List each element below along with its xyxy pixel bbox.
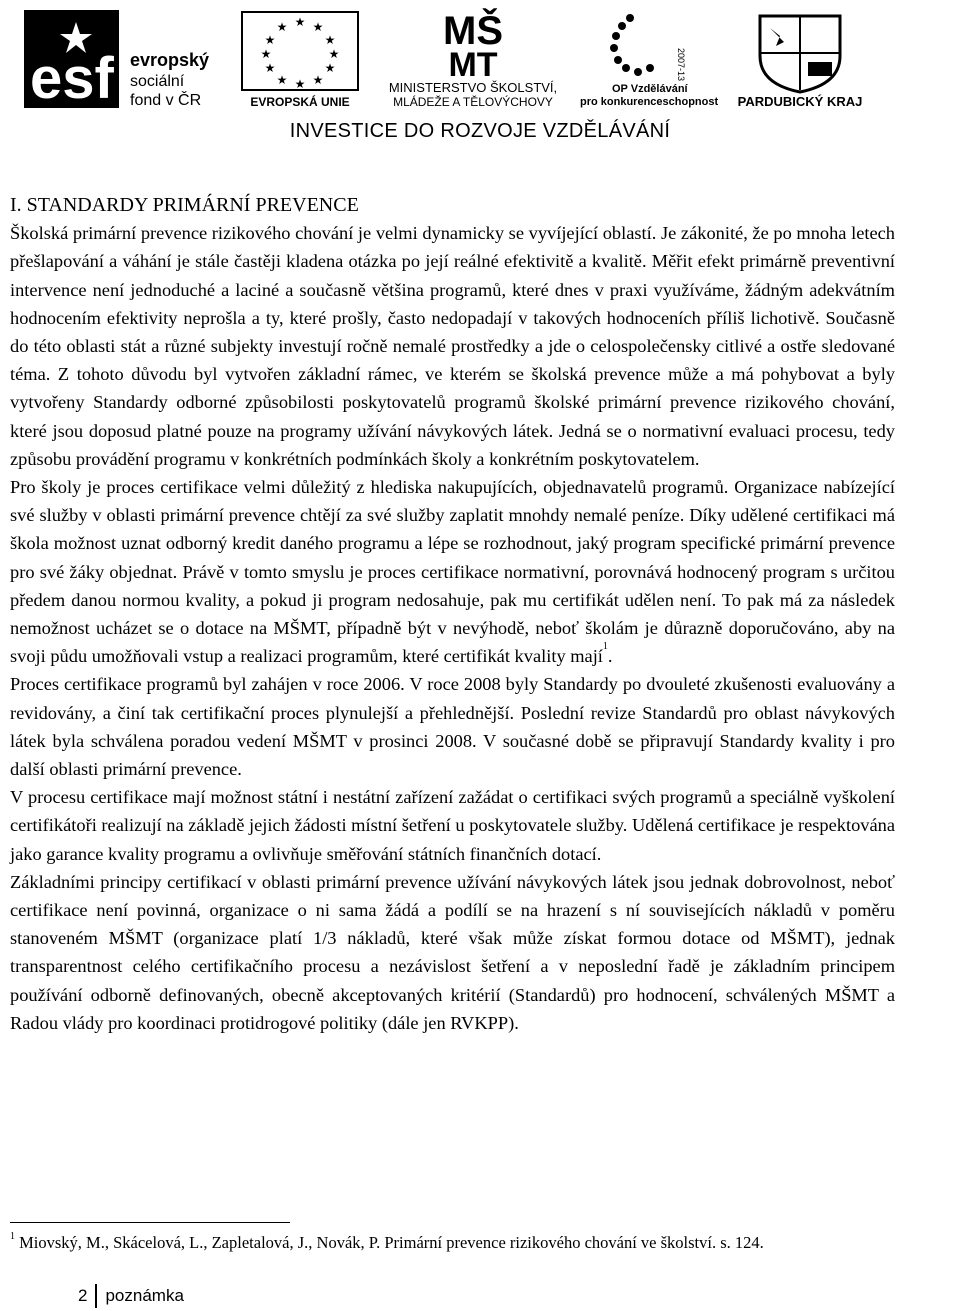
svg-text:evropský: evropský <box>130 50 210 70</box>
svg-text:pro konkurenceschopnost: pro konkurenceschopnost <box>580 96 718 108</box>
paragraph-2-text: Pro školy je proces certifikace velmi důležitý z hlediska nakupujících, objednavatelů programů. Organizace nabízející své služby v oblasti primární prevence chtějí za své služby zaplatit mnohdy nemalé peníze. Díky udělené certifikaci má škola možnost uznat odborný kredit daného programu a lépe se rozhodnout, jaký program specifické primární prevence pro své žáky objednat. Právě v tomto smyslu je proces certifikace normativní, porovnává hodnocený program s určitou předem danou normou kvality, a pokud ji program nedosahuje, pak mu certifikát udělen není. To pak má za následek nemožnost ucházet se o dotace na MŠMT, případně být v nevýhodě, neboť školám je důrazně doporučováno, aby na svoji půdu umožňovali vstup a realizaci programům, které certifikát kvality mají <box>10 477 895 667</box>
svg-text:★: ★ <box>294 77 306 91</box>
svg-text:OP Vzdělávání: OP Vzdělávání <box>612 83 688 95</box>
footnote <box>10 1232 890 1254</box>
svg-text:MT: MT <box>448 46 498 84</box>
svg-text:★: ★ <box>312 20 324 34</box>
svg-text:★: ★ <box>312 73 324 87</box>
svg-text:sociální: sociální <box>130 73 185 90</box>
svg-text:★: ★ <box>260 47 272 61</box>
svg-text:fond v ČR: fond v ČR <box>130 92 202 109</box>
svg-text:★: ★ <box>264 33 276 47</box>
svg-text:EVROPSKÁ UNIE: EVROPSKÁ UNIE <box>250 95 350 109</box>
svg-text:★: ★ <box>324 33 336 47</box>
footnote-separator <box>10 1222 290 1223</box>
svg-text:MLÁDEŽE A TĚLOVÝCHOVY: MLÁDEŽE A TĚLOVÝCHOVY <box>393 95 553 109</box>
svg-text:MINISTERSTVO ŠKOLSTVÍ,: MINISTERSTVO ŠKOLSTVÍ, <box>388 80 558 95</box>
svg-text:★: ★ <box>264 61 276 75</box>
svg-text:MŠ: MŠ <box>443 9 503 53</box>
footnote-text: Miovský, M., Skácelová, L., Zapletalová, J., Novák, P. Primární prevence rizikového chování ve školství. s. 124. <box>19 1233 764 1252</box>
footer-divider <box>95 1284 97 1308</box>
program-slogan: INVESTICE DO ROZVOJE VZDĚLÁVÁNÍ <box>289 120 671 142</box>
svg-text:2007-13: 2007-13 <box>676 48 686 82</box>
footnote-reference[interactable]: 1 <box>602 641 608 653</box>
svg-text:PARDUBICKÝ KRAJ: PARDUBICKÝ KRAJ <box>737 94 863 108</box>
svg-text:★: ★ <box>328 47 340 61</box>
svg-text:★: ★ <box>294 15 306 29</box>
footer-label: poznámka <box>105 1286 184 1305</box>
svg-text:★: ★ <box>276 20 288 34</box>
svg-text:esf: esf <box>30 46 114 110</box>
eu-logo <box>240 10 360 110</box>
svg-text:★: ★ <box>324 61 336 75</box>
pardubice-logo <box>720 8 880 108</box>
logo-bar <box>0 0 960 150</box>
section-heading: I. STANDARDY PRIMÁRNÍ PREVENCE <box>10 194 359 216</box>
paragraph-2-tail: . <box>607 646 613 667</box>
paragraph-2 <box>10 473 895 670</box>
paragraph-1: Školská primární prevence rizikového chování je velmi dynamicky se vyvíjející oblastí. Je zákonité, že po mnoha letech přešlapování a váhání je stále častěji kladena otázka po její reálné efektivitě a kvalitě. Měřit efekt primárně preventivní intervence není jednoduché a laciné a současně většina programů, které dnes v praxi využíváme, žádným adekvátním hodnocením efektivity neprošla a ty, které prošly, často nedopadají v takových hodnoceních příliš lichotivě. Současně do této oblasti stát a různé subjekty investují ročně nemalé prostředky a jde o celospolečensky citlivé a ostře sledované téma. Z tohoto důvodu byl vytvořen základní rámec, ve kterém se školská prevence může a má pohybovat a byly vytvořeny Standardy odborné způsobilosti poskytovatelů programů školské primární prevence rizikového chování, které jsou doposud platné pouze na programy užívání návykových látek. Jedná se o normativní evaluaci procesu, tedy způsobu provádění programu v konkrétních podmínkách školy a konkrétním poskytovatelem. <box>10 223 895 469</box>
op-logo <box>578 8 718 108</box>
esf-logo <box>24 10 239 110</box>
paragraph-3: Proces certifikace programů byl zahájen v roce 2006. V roce 2008 byly Standardy po dvouleté zkušenosti evaluovány a revidovány, a činí tak certifikační proces plynulejší a přehlednější. Poslední revize Standardů pro oblast návykových látek byla schválena poradou vedení MŠMT v prosinci 2008. V současné době se připravují Standardy kvality i pro další oblasti primární prevence. <box>10 674 895 780</box>
page-number: 2 <box>78 1286 88 1305</box>
document-body <box>10 191 895 1037</box>
svg-text:★: ★ <box>276 73 288 87</box>
paragraph-4: V procesu certifikace mají možnost státní i nestátní zařízení zažádat o certifikaci svých programů a speciálně vyškolení certifikátoři realizují na základě jejich žádosti místní šetření u poskytovatele služby. Udělená certifikace je respektována jako garance kvality programu a ovlivňuje směřování státních finančních dotací. <box>10 787 895 864</box>
page-footer <box>78 1284 184 1308</box>
paragraph-5: Základními principy certifikací v oblasti primární prevence užívání návykových látek jsou jednak dobrovolnost, neboť certifikace není povinná, organizace o ni sama žádá a podílí se na hrazení s ní souvisejících nákladů v poměru stanoveném MŠMT (organizace platí 1/3 nákladů, které však může získat formou dotace od MŠMT), jednak transparentnost celého certifikačního procesu a nezávislost šetření a v neposlední řadě je základním principem používání odborně definovaných, obecně akceptovaných kritérií (Standardů) pro hodnocení, schválených MŠMT a Radou vlády pro koordinaci protidrogové politiky (dále jen RVKPP). <box>10 871 895 1033</box>
msmt-logo <box>368 4 578 110</box>
footnote-marker: 1 <box>10 1231 15 1242</box>
